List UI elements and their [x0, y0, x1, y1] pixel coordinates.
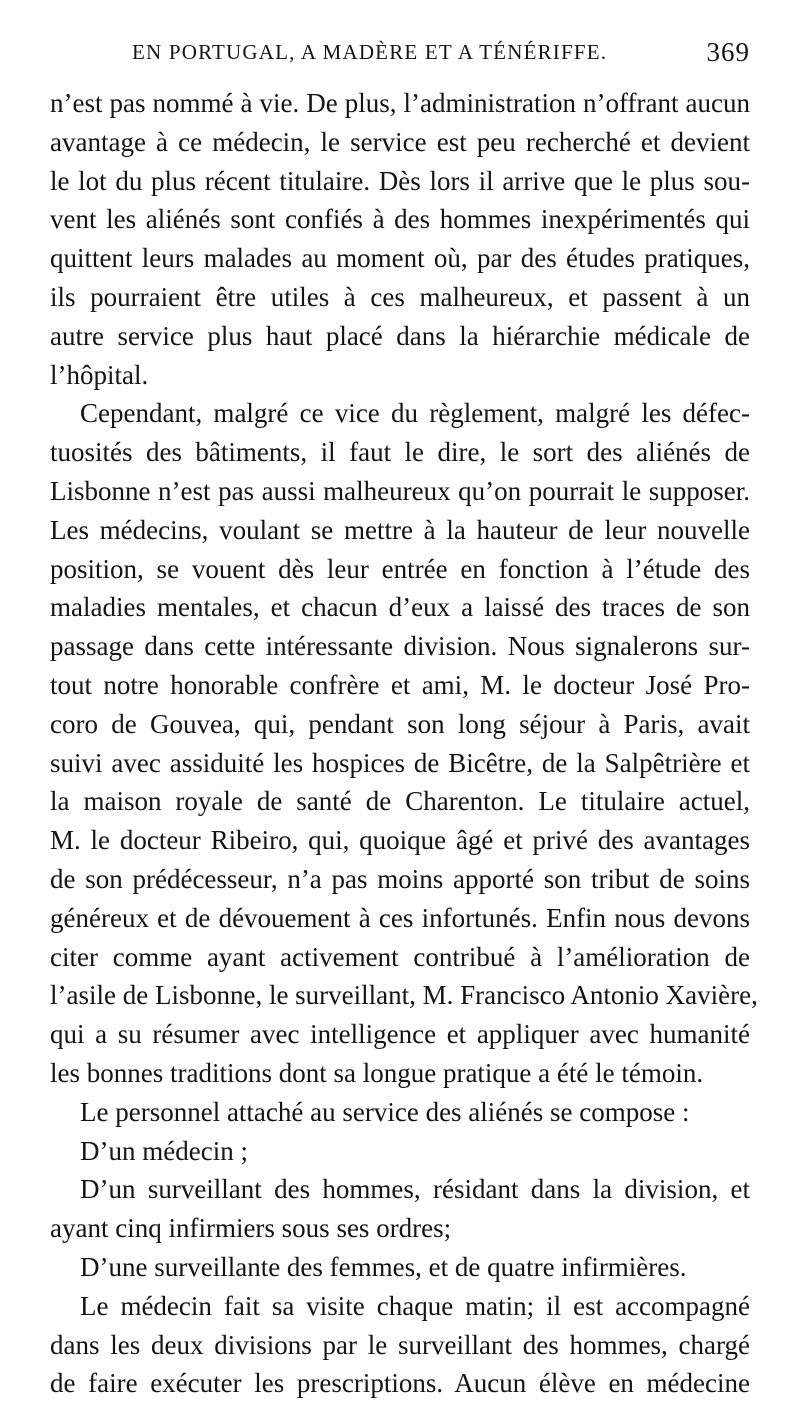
text-line: vent les aliénés sont confiés à des hommes inexpérimentés qui	[50, 204, 750, 235]
text-line: D’un surveillant des hommes, résidant dans la division, et	[80, 1174, 750, 1205]
text-line: passage dans cette intéressante division. Nous signalerons sur-	[50, 631, 750, 662]
running-title: EN PORTUGAL, A MADÈRE ET A TÉNÉRIFFE.	[132, 40, 608, 64]
text-line: suivi avec assiduité les hospices de Bicêtre, de la Salpêtrière et	[50, 747, 750, 778]
text-line: position, se vouent dès leur entrée en fonction à l’étude des	[50, 553, 750, 584]
body-text	[50, 84, 758, 1403]
text-line: Cependant, malgré ce vice du règlement, malgré les défec-	[80, 398, 750, 429]
text-line: quittent leurs malades au moment où, par des études pratiques,	[50, 243, 750, 274]
text-line: Le personnel attaché au service des aliénés se compose :	[80, 1096, 690, 1127]
text-line: D’un médecin ;	[80, 1135, 248, 1166]
text-line: maladies mentales, et chacun d’eux a laissé des traces de son	[50, 592, 750, 623]
text-line: la maison royale de santé de Charenton. Le titulaire actuel,	[50, 786, 750, 817]
text-line: de son prédécesseur, n’a pas moins apporté son tribut de soins	[50, 863, 750, 894]
text-line: D’une surveillante des femmes, et de quatre infirmières.	[80, 1251, 687, 1282]
text-line: l’asile de Lisbonne, le surveillant, M. Francisco Antonio Xavière,	[50, 980, 758, 1011]
text-line: dans les deux divisions par le surveillant des hommes, chargé	[50, 1329, 750, 1360]
text-line: M. le docteur Ribeiro, qui, quoique âgé et privé des avantages	[50, 825, 750, 856]
text-line: citer comme ayant activement contribué à l’amélioration de	[50, 941, 750, 972]
page-number: 369	[706, 37, 750, 67]
text-line: généreux et de dévouement à ces infortunés. Enfin nous devons	[50, 902, 750, 933]
text-line: qui a su résumer avec intelligence et appliquer avec humanité	[50, 1019, 750, 1050]
text-line: Lisbonne n’est pas aussi malheureux qu’on pourrait le supposer.	[50, 475, 750, 506]
text-line: Les médecins, voulant se mettre à la hauteur de leur nouvelle	[50, 514, 750, 545]
text-line: de faire exécuter les prescriptions. Aucun élève en médecine	[50, 1368, 750, 1399]
text-line: tuosités des bâtiments, il faut le dire, le sort des aliénés de	[50, 437, 750, 468]
text-line: n’est pas nommé à vie. De plus, l’administration n’offrant aucun	[50, 88, 750, 118]
text-line: tout notre honorable confrère et ami, M. le docteur José Pro-	[50, 669, 750, 700]
text-line: ils pourraient être utiles à ces malheureux, et passent à un	[50, 281, 750, 312]
running-header	[50, 37, 750, 80]
text-line: le lot du plus récent titulaire. Dès lors il arrive que le plus sou-	[50, 165, 750, 196]
text-line: ayant cinq infirmiers sous ses ordres;	[50, 1213, 452, 1244]
text-line: l’hôpital.	[50, 359, 149, 390]
text-line: les bonnes traditions dont sa longue pratique a été le témoin.	[50, 1057, 704, 1088]
text-line: coro de Gouvea, qui, pendant son long séjour à Paris, avait	[50, 708, 750, 739]
text-line: autre service plus haut placé dans la hiérarchie médicale de	[50, 320, 750, 351]
text-line: avantage à ce médecin, le service est peu recherché et devient	[50, 126, 750, 157]
text-line: Le médecin fait sa visite chaque matin; il est accompagné	[80, 1290, 750, 1321]
